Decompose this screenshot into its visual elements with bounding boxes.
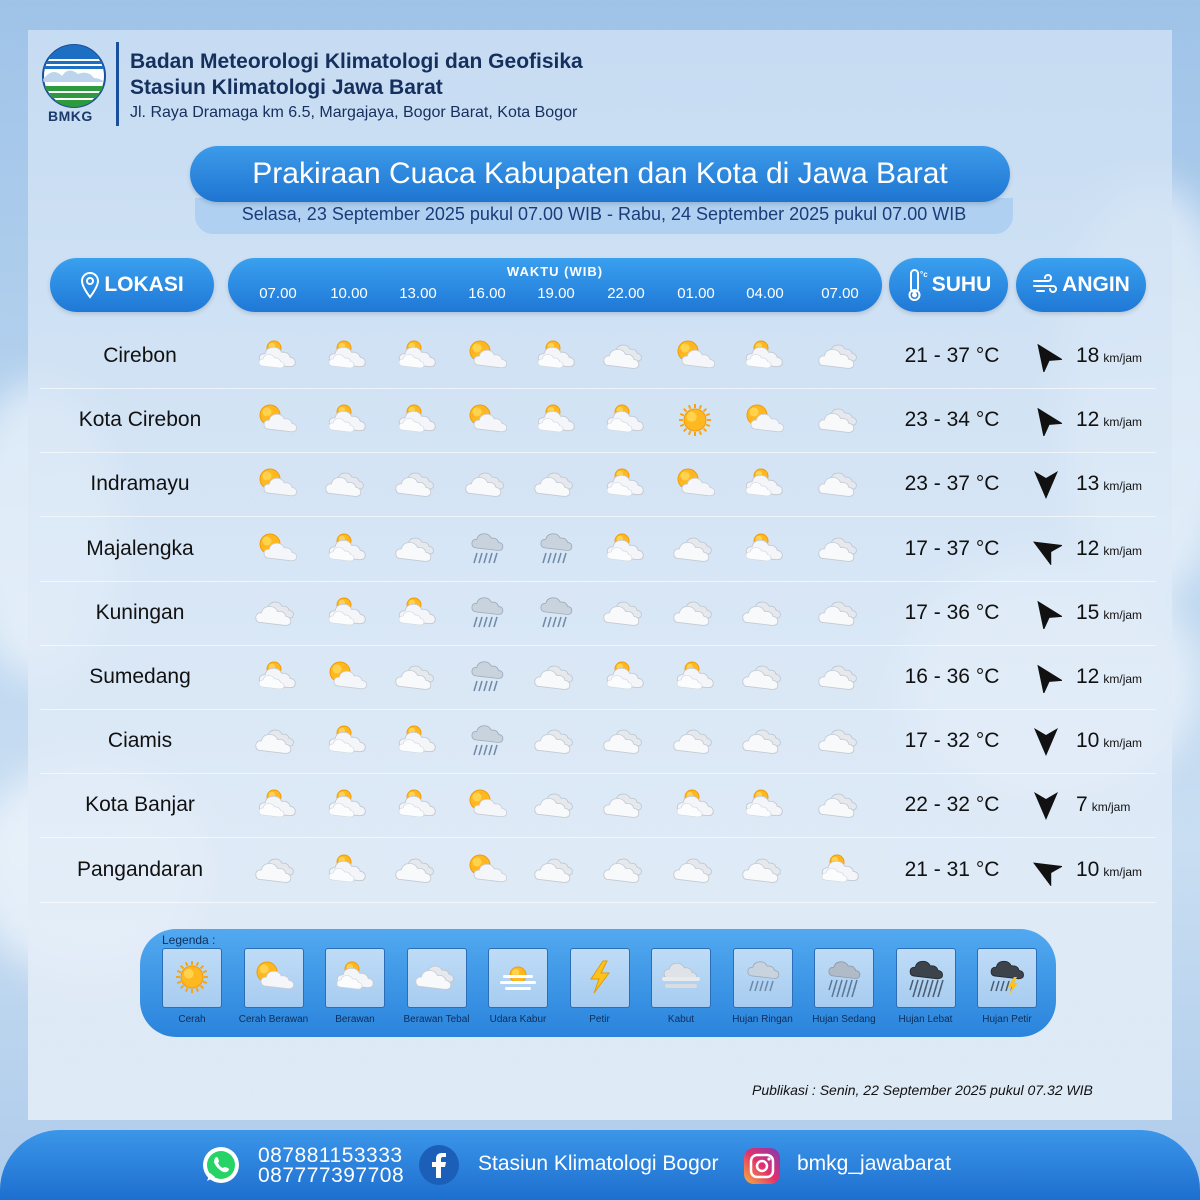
- time-label: 19.00: [537, 285, 575, 302]
- org-name: Badan Meteorologi Klimatologi dan Geofisika: [130, 50, 583, 73]
- cerah-berawan-icon: [464, 400, 510, 440]
- berawan-icon: [394, 721, 440, 761]
- berawan-icon: [741, 785, 787, 825]
- petir-icon: [570, 948, 630, 1008]
- wind-speed-value: 10: [1076, 729, 1100, 753]
- whatsapp-icon[interactable]: [200, 1144, 242, 1186]
- berawan-icon: [394, 785, 440, 825]
- berawan-tebal-icon: [394, 657, 440, 697]
- berawan-tebal-icon: [672, 721, 718, 761]
- cerah-icon: [672, 400, 718, 440]
- time-label: 13.00: [399, 285, 437, 302]
- temperature-range: 23 - 37 °C: [904, 472, 1000, 496]
- berawan-icon: [325, 948, 385, 1008]
- legend-item: [488, 948, 548, 1025]
- location-name: Majalengka: [86, 536, 194, 560]
- station-name: Stasiun Klimatologi Jawa Barat: [130, 76, 443, 99]
- temperature-range: 21 - 37 °C: [904, 344, 1000, 367]
- legend-item: [238, 948, 309, 1025]
- kabut-icon: [651, 948, 711, 1008]
- temperature-range: 22 - 32 °C: [904, 793, 1000, 817]
- temperature-header-label: SUHU: [931, 273, 992, 296]
- berawan-icon: [324, 593, 370, 633]
- berawan-icon: [254, 336, 300, 376]
- berawan-icon: [672, 785, 718, 825]
- column-header-location: [50, 258, 214, 312]
- table-row: [40, 645, 1156, 710]
- wind-speed: [1076, 581, 1142, 647]
- berawan-tebal-icon: [602, 850, 648, 890]
- wind-speed-unit: km/jam: [1091, 800, 1131, 815]
- station-address: Jl. Raya Dramaga km 6.5, Margajaya, Bogor Barat, Kota Bogor: [130, 104, 578, 121]
- location-name: Indramayu: [90, 472, 190, 496]
- legend-label: Hujan Petir: [982, 1014, 1032, 1025]
- hujan-ringan-icon: [733, 948, 793, 1008]
- legend-label: Cerah Berawan: [238, 1014, 309, 1025]
- footer: [0, 1130, 1200, 1200]
- legend-item: [403, 948, 470, 1025]
- legend-label: Berawan Tebal: [403, 1014, 470, 1025]
- wind-direction-arrow-icon: [1030, 789, 1062, 821]
- wind-speed: [1076, 324, 1142, 390]
- berawan-icon: [741, 464, 787, 504]
- wind-speed: [1076, 838, 1142, 904]
- location-name: Pangandaran: [76, 857, 204, 881]
- location-name: Sumedang: [89, 665, 191, 688]
- cerah-icon: [162, 948, 222, 1008]
- legend-item: [896, 948, 956, 1025]
- wind-speed-value: 10: [1076, 857, 1100, 881]
- table-row: [40, 773, 1156, 838]
- berawan-icon: [602, 529, 648, 569]
- berawan-icon: [324, 785, 370, 825]
- berawan-tebal-icon: [254, 850, 300, 890]
- berawan-icon: [602, 657, 648, 697]
- berawan-icon: [324, 850, 370, 890]
- table-row: [40, 452, 1156, 517]
- berawan-tebal-icon: [602, 336, 648, 376]
- cerah-berawan-icon: [464, 336, 510, 376]
- table-row: [40, 581, 1156, 646]
- legend-label: Berawan: [335, 1014, 375, 1025]
- berawan-tebal-icon: [602, 721, 648, 761]
- berawan-icon: [394, 593, 440, 633]
- berawan-tebal-icon: [741, 657, 787, 697]
- berawan-icon: [741, 529, 787, 569]
- berawan-tebal-icon: [741, 721, 787, 761]
- wind-header-label: ANGIN: [1062, 273, 1130, 296]
- berawan-tebal-icon: [533, 785, 579, 825]
- hujan-ringan-icon: [464, 721, 510, 761]
- berawan-tebal-icon: [672, 850, 718, 890]
- legend-title: Legenda :: [162, 933, 216, 947]
- berawan-tebal-icon: [324, 464, 370, 504]
- wind-direction-arrow-icon: [1030, 404, 1062, 436]
- wind-speed-unit: km/jam: [1103, 351, 1143, 365]
- wind-icon: [1032, 274, 1058, 296]
- wind-speed-value: 15: [1076, 600, 1100, 624]
- location-name: Kota Cirebon: [78, 408, 202, 432]
- wind-direction-arrow-icon: [1030, 725, 1062, 757]
- logo-text: BMKG: [48, 108, 93, 124]
- forecast-period-text: Selasa, 23 September 2025 pukul 07.00 WIB - Rabu, 24 September 2025 pukul 07.00 WIB: [241, 204, 967, 224]
- berawan-tebal-icon: [394, 529, 440, 569]
- hujan-ringan-icon: [464, 657, 510, 697]
- wind-speed-value: 12: [1076, 408, 1100, 432]
- berawan-tebal-icon: [602, 593, 648, 633]
- berawan-tebal-icon: [817, 336, 863, 376]
- facebook-icon[interactable]: [418, 1144, 460, 1186]
- wind-speed-unit: km/jam: [1103, 736, 1143, 751]
- publication-date: Publikasi : Senin, 22 September 2025 pukul 07.32 WIB: [752, 1082, 1093, 1098]
- facebook-handle[interactable]: Stasiun Klimatologi Bogor: [478, 1152, 719, 1175]
- berawan-tebal-icon: [394, 850, 440, 890]
- svg-text:°c: °c: [919, 270, 928, 280]
- cerah-berawan-icon: [254, 400, 300, 440]
- hujan-ringan-icon: [533, 593, 579, 633]
- berawan-tebal-icon: [254, 721, 300, 761]
- berawan-tebal-icon: [817, 529, 863, 569]
- legend-item: [651, 948, 711, 1025]
- column-header-time: [228, 258, 882, 312]
- legend: [140, 929, 1056, 1037]
- berawan-icon: [817, 850, 863, 890]
- berawan-icon: [672, 657, 718, 697]
- cerah-berawan-icon: [672, 336, 718, 376]
- wind-speed-unit: km/jam: [1103, 607, 1143, 622]
- wind-speed: [1076, 773, 1130, 839]
- berawan-icon: [324, 721, 370, 761]
- location-name: Ciamis: [107, 729, 173, 753]
- table-row: [40, 517, 1156, 582]
- berawan-icon: [602, 464, 648, 504]
- legend-item: [162, 948, 222, 1025]
- wind-direction-arrow-icon: [1030, 533, 1062, 565]
- time-label: 10.00: [330, 285, 368, 302]
- instagram-handle[interactable]: bmkg_jawabarat: [797, 1152, 952, 1175]
- wind-speed: [1076, 709, 1142, 775]
- berawan-tebal-icon: [602, 785, 648, 825]
- wind-direction-arrow-icon: [1030, 340, 1062, 372]
- cerah-berawan-icon: [254, 464, 300, 504]
- berawan-tebal-icon: [817, 400, 863, 440]
- column-header-temperature: [889, 258, 1008, 312]
- column-header-wind: [1016, 258, 1146, 312]
- time-label: 07.00: [259, 285, 297, 302]
- legend-label: Hujan Lebat: [898, 1014, 953, 1025]
- location-pin-icon: [80, 271, 100, 299]
- legend-label: Petir: [589, 1014, 610, 1025]
- berawan-tebal-icon: [533, 850, 579, 890]
- cerah-berawan-icon: [741, 400, 787, 440]
- wind-speed-value: 12: [1076, 665, 1100, 688]
- berawan-icon: [394, 336, 440, 376]
- berawan-icon: [254, 785, 300, 825]
- udara-kabur-icon: [488, 948, 548, 1008]
- hujan-ringan-icon: [464, 593, 510, 633]
- berawan-tebal-icon: [407, 948, 467, 1008]
- legend-label: Hujan Ringan: [732, 1014, 793, 1025]
- phone-number-1[interactable]: 087881153333: [258, 1144, 403, 1167]
- table-row: [40, 388, 1156, 453]
- temperature-range: 23 - 34 °C: [904, 408, 1000, 432]
- wind-speed: [1076, 645, 1142, 711]
- instagram-icon[interactable]: [742, 1146, 782, 1186]
- berawan-tebal-icon: [817, 785, 863, 825]
- berawan-tebal-icon: [394, 464, 440, 504]
- wind-direction-arrow-icon: [1030, 854, 1062, 886]
- berawan-icon: [254, 657, 300, 697]
- forecast-period: [195, 198, 1013, 234]
- berawan-tebal-icon: [817, 464, 863, 504]
- wind-direction-arrow-icon: [1030, 661, 1062, 693]
- wind-speed: [1076, 388, 1142, 454]
- wind-speed-unit: km/jam: [1103, 864, 1143, 879]
- time-label: 04.00: [746, 285, 784, 302]
- cerah-berawan-icon: [464, 785, 510, 825]
- wind-speed: [1076, 452, 1142, 518]
- berawan-icon: [324, 400, 370, 440]
- berawan-tebal-icon: [533, 657, 579, 697]
- berawan-tebal-icon: [817, 721, 863, 761]
- legend-item: [570, 948, 630, 1025]
- berawan-tebal-icon: [533, 464, 579, 504]
- location-name: Kuningan: [95, 600, 185, 624]
- cerah-berawan-icon: [244, 948, 304, 1008]
- header-divider: [116, 42, 119, 126]
- location-header-label: LOKASI: [104, 273, 184, 296]
- temperature-range: 16 - 36 °C: [904, 665, 1000, 688]
- table-row: [40, 709, 1156, 774]
- wind-speed-value: 7: [1076, 793, 1088, 817]
- cerah-berawan-icon: [464, 850, 510, 890]
- hujan-ringan-icon: [533, 529, 579, 569]
- legend-item: [325, 948, 385, 1025]
- wind-speed-value: 13: [1076, 472, 1100, 496]
- table-row: [40, 324, 1156, 389]
- berawan-icon: [394, 400, 440, 440]
- cerah-berawan-icon: [672, 464, 718, 504]
- legend-item: [814, 948, 874, 1025]
- wind-speed-unit: km/jam: [1103, 543, 1143, 558]
- berawan-icon: [602, 400, 648, 440]
- thermometer-icon: [906, 268, 928, 302]
- time-label: 16.00: [468, 285, 506, 302]
- wind-speed-unit: km/jam: [1103, 415, 1143, 430]
- berawan-tebal-icon: [741, 593, 787, 633]
- location-name: Kota Banjar: [85, 793, 195, 817]
- temperature-range: 21 - 31 °C: [904, 857, 1000, 881]
- berawan-tebal-icon: [741, 850, 787, 890]
- cerah-berawan-icon: [254, 529, 300, 569]
- wind-direction-arrow-icon: [1030, 597, 1062, 629]
- hujan-lebat-icon: [896, 948, 956, 1008]
- time-header-title: WAKTU (WIB): [506, 264, 604, 279]
- berawan-tebal-icon: [533, 721, 579, 761]
- legend-item: [977, 948, 1037, 1025]
- berawan-icon: [324, 529, 370, 569]
- time-label: 01.00: [677, 285, 715, 302]
- berawan-icon: [741, 336, 787, 376]
- cerah-berawan-icon: [324, 657, 370, 697]
- wind-speed-value: 18: [1076, 344, 1100, 367]
- legend-label: Hujan Sedang: [812, 1014, 876, 1025]
- legend-item: [733, 948, 793, 1025]
- temperature-range: 17 - 36 °C: [904, 600, 1000, 624]
- temperature-range: 17 - 32 °C: [904, 729, 1000, 753]
- berawan-tebal-icon: [672, 593, 718, 633]
- hujan-ringan-icon: [464, 529, 510, 569]
- berawan-icon: [533, 400, 579, 440]
- legend-label: Cerah: [178, 1014, 206, 1025]
- berawan-icon: [533, 336, 579, 376]
- wind-speed-unit: km/jam: [1103, 672, 1143, 686]
- legend-label: Kabut: [667, 1014, 695, 1025]
- hujan-sedang-icon: [814, 948, 874, 1008]
- berawan-icon: [324, 336, 370, 376]
- hujan-petir-icon: [977, 948, 1037, 1008]
- table-row: [40, 838, 1156, 903]
- wind-speed-value: 12: [1076, 536, 1100, 560]
- berawan-tebal-icon: [817, 657, 863, 697]
- wind-direction-arrow-icon: [1030, 468, 1062, 500]
- legend-label: Udara Kabur: [489, 1014, 547, 1025]
- page-title: Prakiraan Cuaca Kabupaten dan Kota di Jawa Barat: [190, 146, 1010, 202]
- berawan-tebal-icon: [464, 464, 510, 504]
- location-name: Cirebon: [103, 344, 177, 367]
- phone-number-2[interactable]: 087777397708: [258, 1164, 405, 1187]
- berawan-tebal-icon: [254, 593, 300, 633]
- wind-speed: [1076, 517, 1142, 583]
- temperature-range: 17 - 37 °C: [904, 536, 1000, 560]
- time-label: 07.00: [821, 285, 859, 302]
- time-label: 22.00: [607, 285, 645, 302]
- berawan-tebal-icon: [672, 529, 718, 569]
- berawan-tebal-icon: [817, 593, 863, 633]
- wind-speed-unit: km/jam: [1103, 479, 1143, 494]
